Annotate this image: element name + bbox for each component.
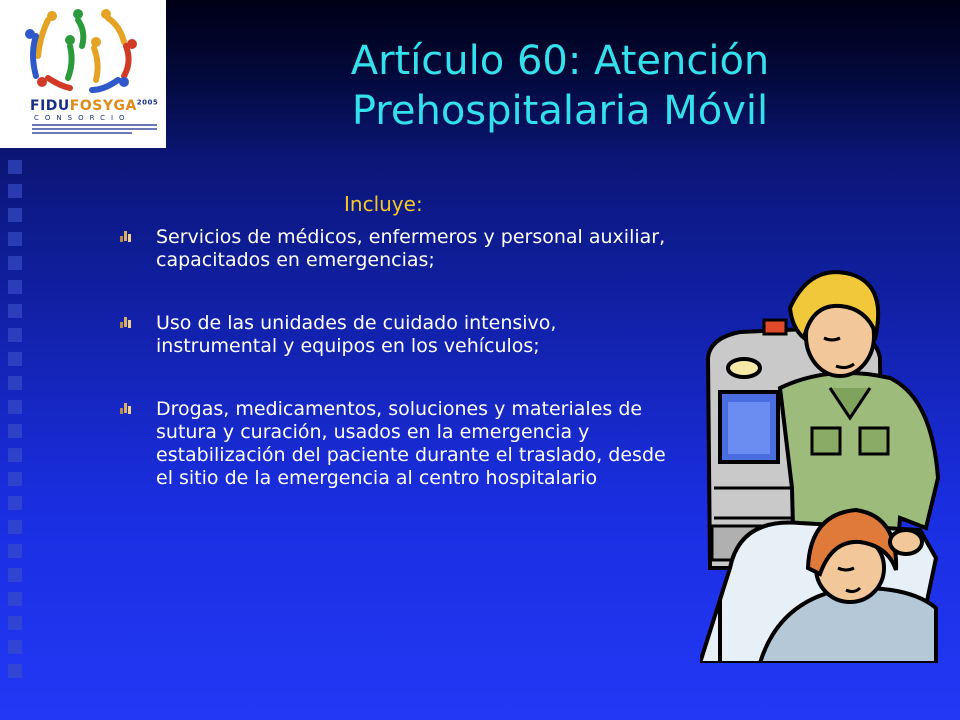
bullet-item xyxy=(118,398,678,490)
slide-title-line2: Prehospitalaria Móvil xyxy=(351,88,769,134)
bullet-text: Servicios de médicos, enfermeros y personal auxiliar, capacitados en emergencias; xyxy=(156,226,666,271)
decorative-square-column xyxy=(8,160,28,700)
bullet-text: Uso de las unidades de cuidado intensivo, instrumental y equipos en los vehículos; xyxy=(156,312,557,357)
bullet-item xyxy=(118,226,678,272)
bullet-text: Drogas, medicamentos, soluciones y materiales de sutura y curación, usados en la emergencia y estabilización del paciente durante el traslado, desde el sitio de la emergencia al centro hospitalario xyxy=(156,398,666,489)
logo-subtitle: CONSORCIO xyxy=(34,114,131,122)
slide-title-line1: Artículo 60: Atención xyxy=(350,38,770,84)
intro-label: Incluye: xyxy=(344,192,423,216)
consortium-logo xyxy=(0,0,166,148)
logo-name-part1: FIDU xyxy=(30,98,70,114)
logo-fine-print-lines xyxy=(32,124,157,140)
bullet-list xyxy=(118,226,678,530)
slide-title xyxy=(210,36,910,136)
small-bullet-icon xyxy=(118,230,132,244)
small-bullet-icon xyxy=(118,316,132,330)
paramedic-ambulance-illustration xyxy=(700,268,945,663)
logo-figures-icon xyxy=(8,6,158,98)
logo-year: 2005 xyxy=(136,98,159,107)
logo-wordmark xyxy=(30,98,160,114)
small-bullet-icon xyxy=(118,402,132,416)
bullet-item xyxy=(118,312,678,358)
logo-name-part2: FOSYGA xyxy=(69,98,137,114)
